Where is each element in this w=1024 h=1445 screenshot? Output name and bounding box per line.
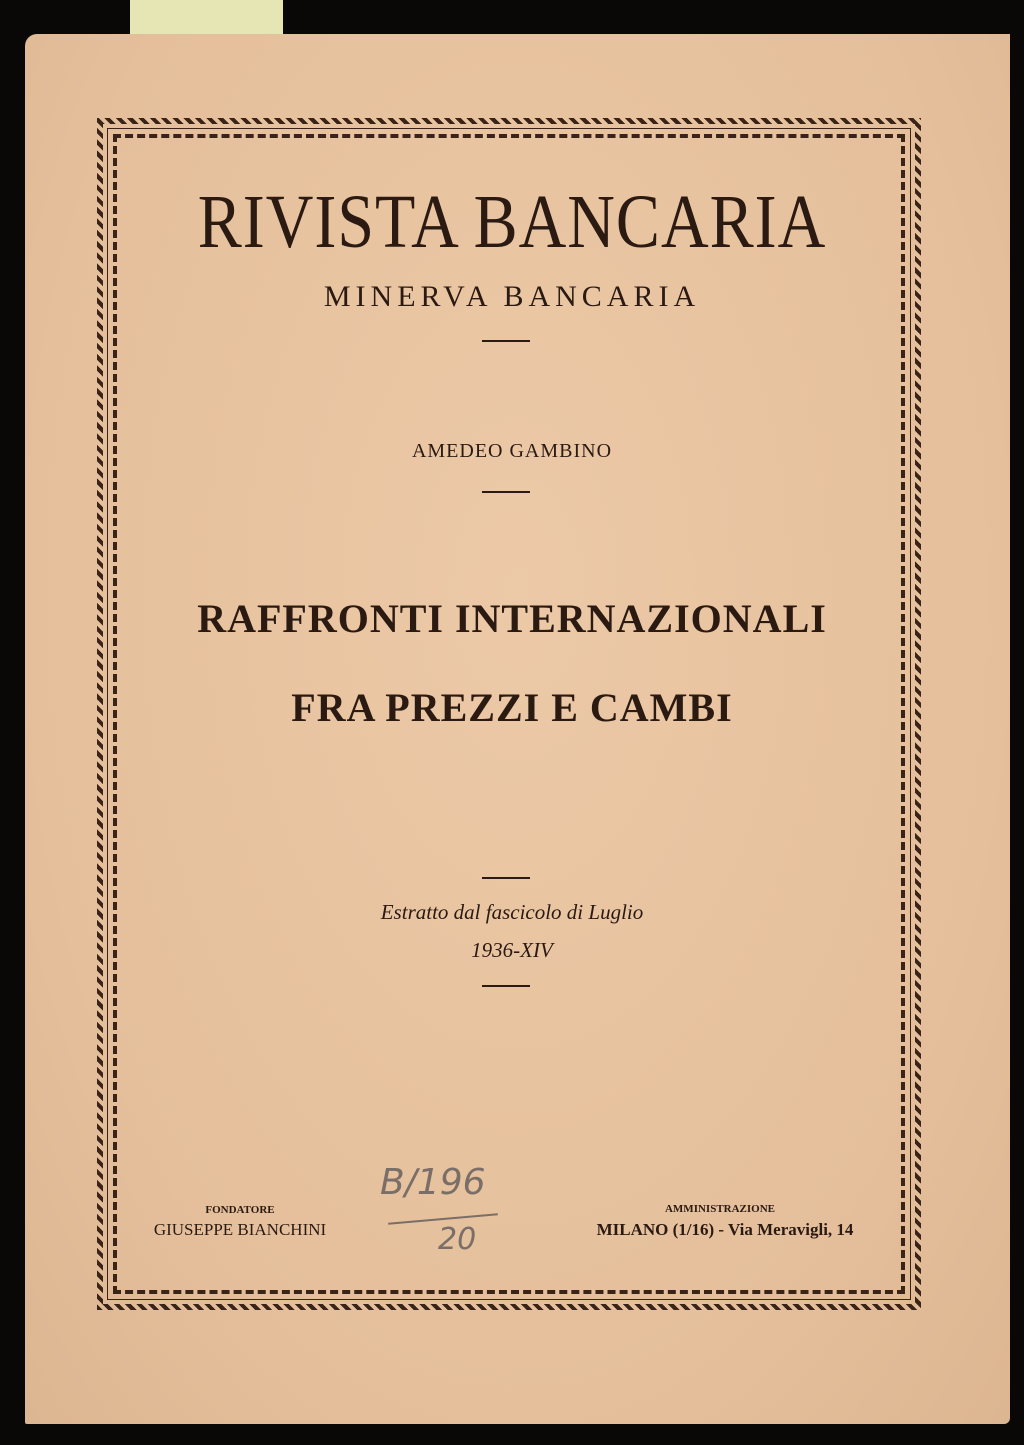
divider [482, 340, 530, 342]
article-title-line2: FRA PREZZI E CAMBI [291, 685, 733, 730]
handwritten-call-number: B/196 [380, 1162, 486, 1203]
founder-name: GIUSEPPE BIANCHINI [153, 1220, 327, 1239]
divider [482, 491, 530, 493]
journal-subtitle: MINERVA BANCARIA [323, 280, 701, 313]
issue: 1936-XIV [471, 938, 553, 962]
author: AMEDEO GAMBINO [411, 440, 613, 462]
extract-note: Estratto dal fascicolo di Luglio [380, 900, 644, 924]
article-title-line1: RAFFRONTI INTERNAZIONALI [197, 596, 827, 641]
admin-address: MILANO (1/16) - Via Meravigli, 14 [596, 1220, 854, 1239]
divider [482, 985, 530, 987]
handwritten-number: 20 [438, 1222, 477, 1257]
journal-title: RIVISTA BANCARIA [197, 180, 827, 265]
divider [482, 877, 530, 879]
paper-tab [130, 0, 283, 36]
admin-label: AMMINISTRAZIONE [664, 1203, 775, 1215]
founder-label: FONDATORE [205, 1204, 275, 1216]
